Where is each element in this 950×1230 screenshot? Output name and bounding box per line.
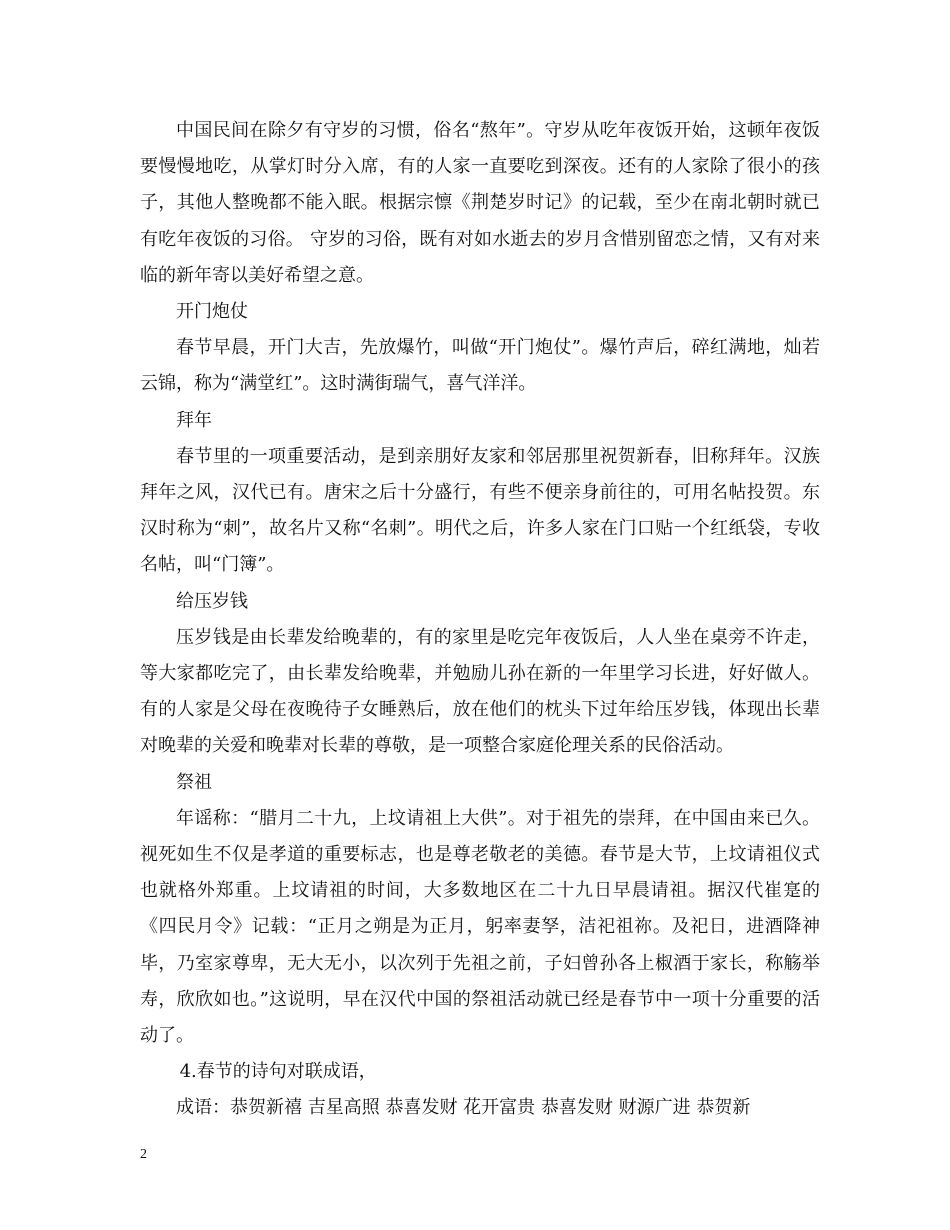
heading-jizu: 祭祖 <box>176 771 212 793</box>
paragraph-yasuiqian: 压岁钱是由长辈发给晚辈的，有的家里是吃完年夜饭后，人人坐在桌旁不许走，等大家都吃完了，由长辈发给晚辈，并勉励儿孙在新的一年里学习长进，好好做人。有的人家是父母在夜晚待子女睡熟后，放在他们的枕头下过年给压岁钱，体现出长辈对晚辈的关爱和晚辈对长辈的尊敬，是一项整合家庭伦理关系的民俗活动。 <box>140 626 820 757</box>
heading-bainian: 拜年 <box>176 409 212 431</box>
paragraph-kaimen-paozhang: 春节早晨，开门大吉，先放爆竹，叫做“开门炮仗”。爆竹声后，碎红满地，灿若云锦，称为“满堂红”。这时满街瑞气，喜气洋洋。 <box>140 337 820 395</box>
paragraph-jizu: 年谣称：“腊月二十九，上坟请祖上大供”。对于祖先的崇拜，在中国由来已久。视死如生不仅是孝道的重要标志，也是尊老敬老的美德。春节是大节，上坟请祖仪式也就格外郑重。上坟请祖的时间，大多数地区在二十九日早晨请祖。据汉代崔寔的《四民月令》记载：“正月之朔是为正月，躬率妻孥，洁祀祖祢。及祀日，进酒降神毕，乃室家尊卑，无大无小，以次列于先祖之前，子妇曾孙各上椒酒于家长，称觞举寿，欣欣如也。”这说明，早在汉代中国的祭祖活动就已经是春节中一项十分重要的活动了。 <box>140 807 820 1047</box>
page-number: 2 <box>140 1147 147 1162</box>
document-body <box>140 113 820 1127</box>
paragraph-bainian: 春节里的一项重要活动，是到亲朋好友家和邻居那里祝贺新春，旧称拜年。汉族拜年之风，汉代已有。唐宋之后十分盛行，有些不便亲身前往的，可用名帖投贺。东汉时称为“刺”，故名片又称“名刺”。明代之后，许多人家在门口贴一个红纸袋，专收名帖，叫“门簿”。 <box>140 445 820 576</box>
heading-section-4: 4.春节的诗句对联成语， <box>179 1061 377 1083</box>
paragraph-chengyu: 成语：恭贺新禧 吉星高照 恭喜发财 花开富贵 恭喜发财 财源广进 恭贺新 <box>176 1097 751 1119</box>
heading-kaimen-paozhang: 开门炮仗 <box>176 301 248 323</box>
heading-yasuiqian: 给压岁钱 <box>176 590 248 612</box>
paragraph-shousui: 中国民间在除夕有守岁的习惯，俗名“熬年”。守岁从吃年夜饭开始，这顿年夜饭要慢慢地吃，从掌灯时分入席，有的人家一直要吃到深夜。还有的人家除了很小的孩子，其他人整晚都不能入眠。根据宗懔《荆楚岁时记》的记载，至少在南北朝时就已有吃年夜饭的习俗。 守岁的习俗，既有对如水逝去的岁月含惜别留恋之情，又有对来临的新年寄以美好希望之意。 <box>140 120 820 286</box>
